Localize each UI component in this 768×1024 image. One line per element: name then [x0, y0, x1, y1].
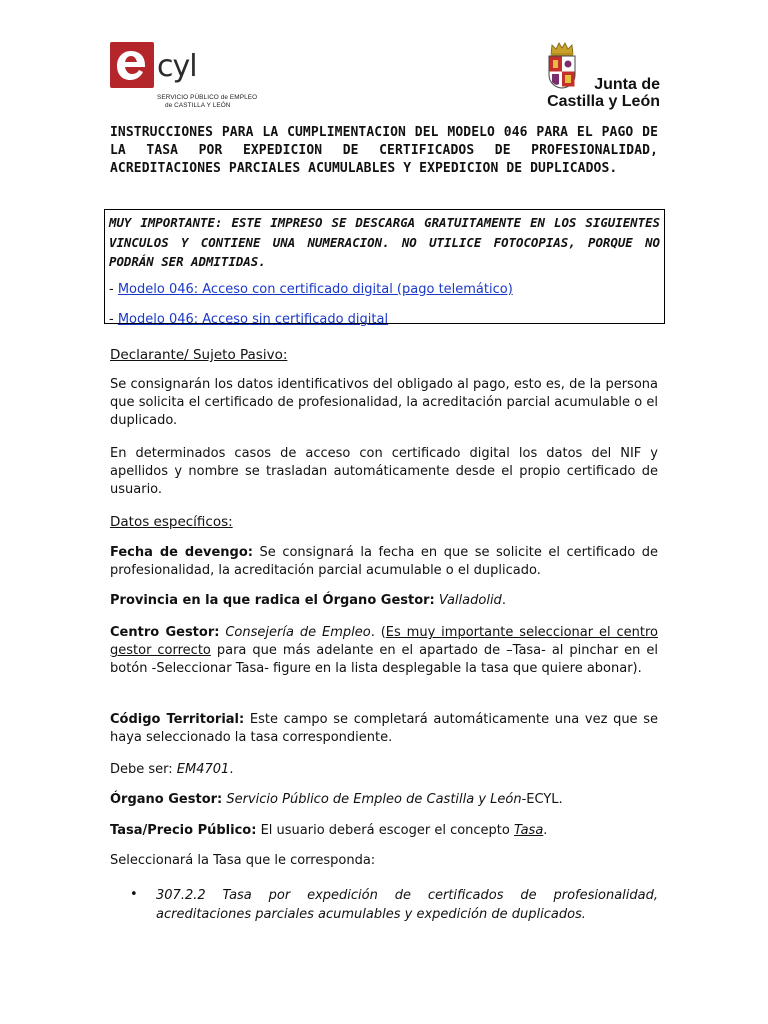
centro-gestor-paragraph: [110, 624, 658, 679]
codigo-territorial-label: Código Territorial:: [110, 712, 245, 727]
ecyl-logo: [110, 42, 290, 112]
declarante-heading: Declarante/ Sujeto Pasivo:: [110, 347, 288, 363]
tasa-bullet-text: 307.2.2 Tasa por expedición de certificados de profesionalidad, acreditaciones parciales acumulables y expedición de duplicados.: [156, 888, 658, 922]
important-notice-box: [104, 209, 665, 327]
declarante-paragraph-1: Se consignarán los datos identificativos del obligado al pago, esto es, de la persona que solicita el certificado de profesionalidad, la acreditación parcial acumulable o el duplicado.: [110, 377, 658, 429]
declarante-paragraph-2: En determinados casos de acceso con certificado digital los datos del NIF y apellidos y nombre se trasladan automáticamente desde el propio certificado de usuario.: [110, 446, 658, 498]
ecyl-subtitle-line1: SERVICIO PÚBLICO de EMPLEO: [157, 94, 258, 101]
debe-ser-value: EM4701: [176, 762, 230, 777]
link-prefix: -: [109, 281, 118, 297]
provincia-label: Provincia en la que radica el Órgano Gestor:: [110, 593, 435, 608]
tasa-precio-paragraph: [110, 822, 658, 840]
notice-link-row-2: [109, 311, 660, 329]
debe-ser-paragraph: [110, 761, 658, 779]
debe-ser-end: .: [229, 762, 234, 777]
ecyl-e-badge-icon: [110, 42, 154, 88]
seleccionara-paragraph: Seleccionará la Tasa que le corresponda:: [110, 853, 376, 868]
debe-ser-prefix: Debe ser:: [110, 762, 177, 777]
ecyl-wordmark: cyl: [157, 49, 197, 84]
fecha-devengo-label: Fecha de devengo:: [110, 545, 253, 560]
centro-gestor-label: Centro Gestor:: [110, 625, 220, 640]
jcyl-line2: Castilla y León: [547, 93, 660, 110]
ecyl-subtitle: [157, 94, 257, 109]
jcyl-logo-text: [538, 76, 660, 110]
tasa-precio-text: El usuario deberá escoger el concepto: [256, 823, 514, 838]
modelo-046-sin-certificado-link[interactable]: Modelo 046: Acceso sin certificado digital: [117, 311, 389, 327]
centro-gestor-value: Consejería de Empleo: [225, 625, 371, 640]
organo-gestor-end: -ECYL.: [521, 792, 563, 807]
document-title: INSTRUCCIONES PARA LA CUMPLIMENTACION DEL MODELO 046 PARA EL PAGO DE LA TASA POR EXPEDICION DE CERTIFICADOS DE PROFESIONALIDAD, ACREDITACIONES PARCIALES ACUMULABLES Y EXPEDICION DE DUPLICADOS.: [110, 125, 658, 176]
organo-gestor-paragraph: [110, 791, 658, 809]
junta-castilla-leon-logo: [528, 40, 668, 112]
link-prefix: -: [109, 311, 118, 327]
codigo-territorial-text: Este campo se completará automáticamente una vez que se haya seleccionado la tasa correspondiente.: [110, 712, 658, 746]
jcyl-line1: Junta de: [594, 76, 660, 93]
organo-gestor-value: Servicio Público de Empleo de Castilla y León: [226, 792, 522, 807]
provincia-paragraph: [110, 592, 658, 610]
provincia-value: Valladolid: [438, 593, 502, 608]
codigo-territorial-paragraph: [110, 711, 658, 747]
ecyl-subtitle-line2: de CASTILLA Y LEÓN: [165, 101, 231, 109]
tasa-value: Tasa: [514, 823, 544, 838]
fecha-devengo-paragraph: [110, 544, 658, 580]
centro-gestor-mid: . (: [370, 625, 386, 640]
provincia-end: .: [501, 593, 506, 608]
fecha-devengo-text: Se consignará la fecha en que se solicite el certificado de profesionalidad, la acreditación parcial acumulable o el duplicado.: [110, 545, 659, 579]
notice-link-row-1: [109, 281, 660, 299]
crown-icon: [549, 40, 575, 56]
modelo-046-con-certificado-link[interactable]: Modelo 046: Acceso con certificado digital (pago telemático): [117, 281, 513, 297]
notice-text: MUY IMPORTANTE: ESTE IMPRESO SE DESCARGA GRATUITAMENTE EN LOS SIGUIENTES VINCULOS Y CONTIENE UNA NUMERACION. NO UTILICE FOTOCOPIAS, PORQUE NO PODRÁN SER ADMITIDAS.: [109, 215, 660, 269]
bullet-dot-icon: •: [130, 887, 138, 902]
tasa-end: .: [543, 823, 548, 838]
centro-gestor-warning: Es muy importante seleccionar el centro gestor correcto: [110, 625, 658, 659]
tasa-precio-label: Tasa/Precio Público:: [110, 823, 257, 838]
datos-especificos-heading: Datos específicos:: [110, 514, 233, 530]
centro-gestor-rest: para que más adelante en el apartado de –Tasa- al pinchar en el botón -Seleccionar Tasa- figure en la lista desplegable la tasa que quiere abonar).: [110, 643, 658, 677]
organo-gestor-label: Órgano Gestor:: [110, 792, 223, 807]
